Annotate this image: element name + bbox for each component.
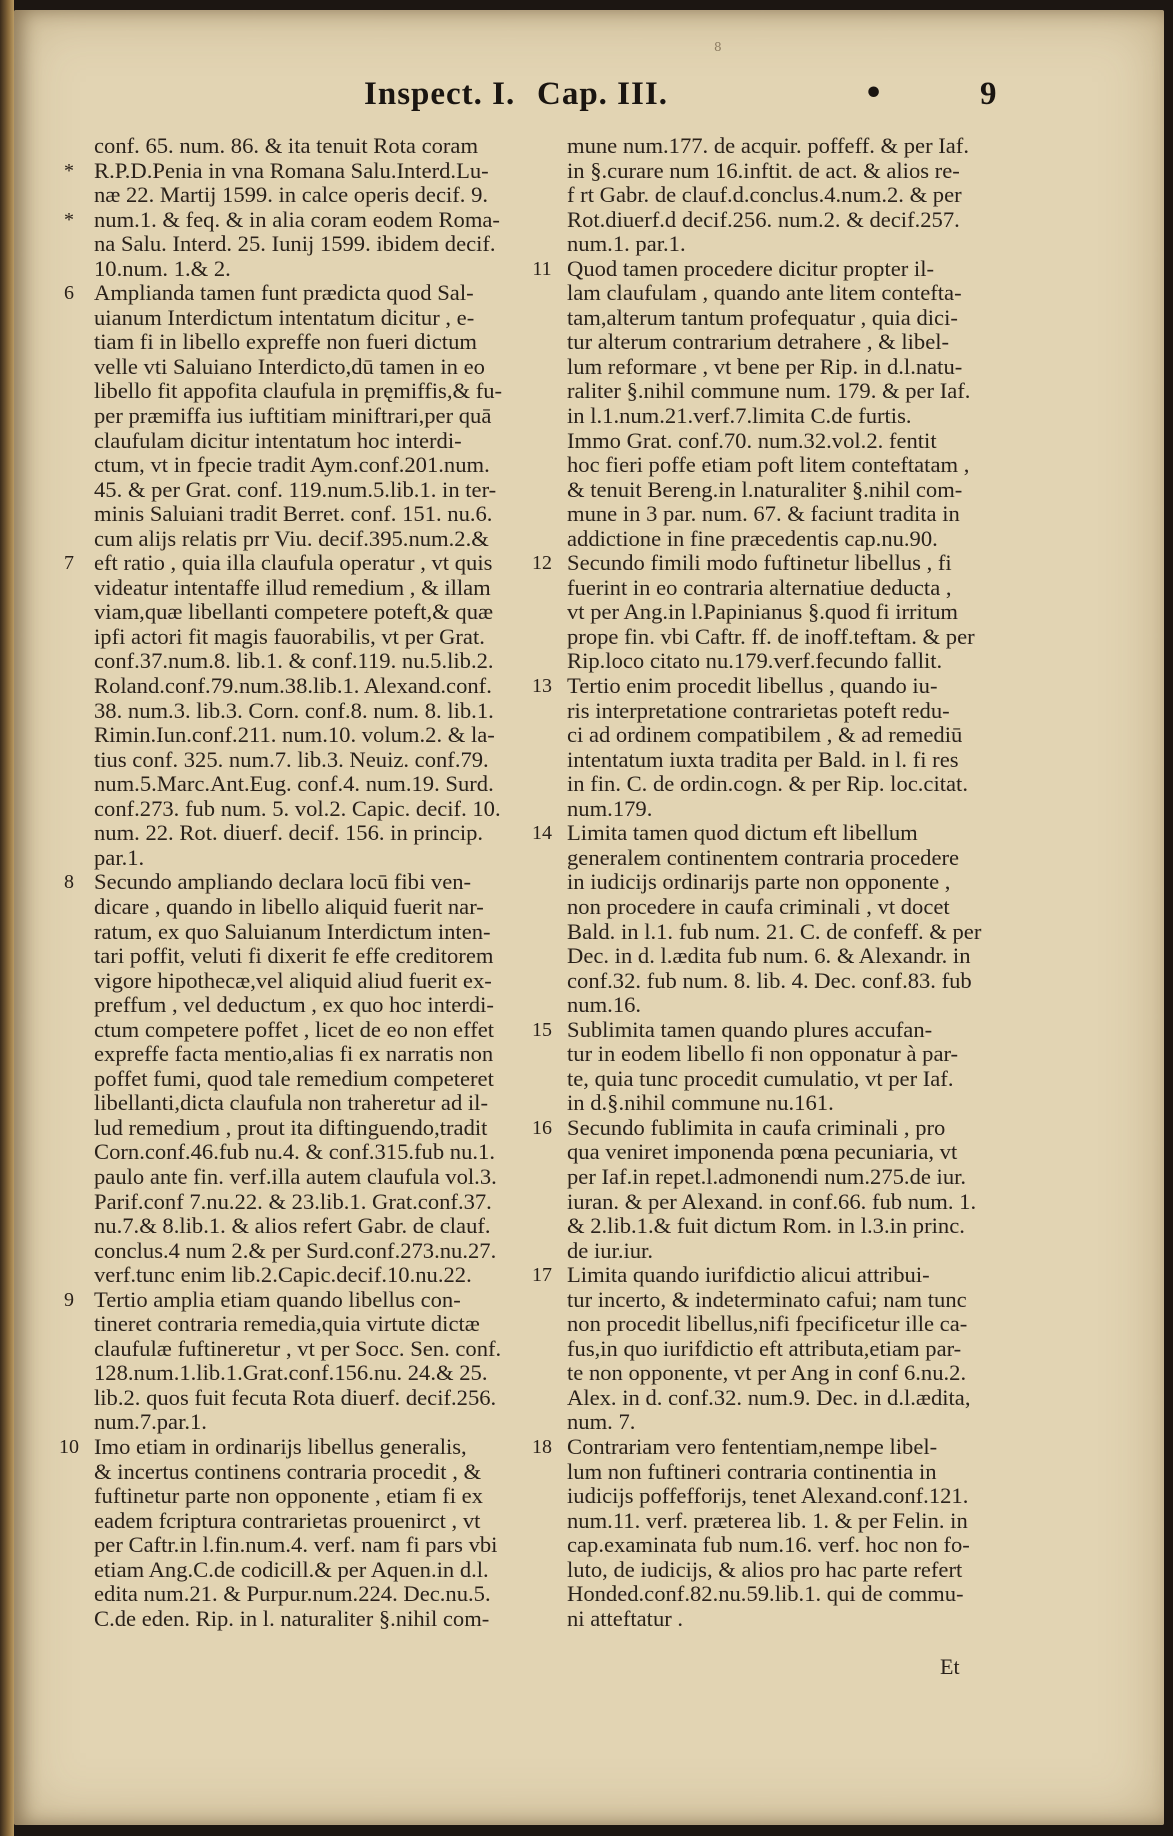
line-text: vt per Ang.in l.Papinianus §.quod fi irritum [567, 599, 958, 625]
text-line [94, 895, 534, 920]
line-text: fuftinetur parte non opponente , etiam fi ex [94, 1483, 483, 1509]
signature-mark: 8 [714, 40, 722, 54]
text-line [94, 355, 534, 380]
line-text: R.P.D.Penia in vna Romana Salu.Interd.Lu- [94, 157, 489, 183]
line-text: num.179. [567, 795, 653, 821]
line-text: Honded.conf.82.nu.59.lib.1. qui de commu- [567, 1581, 964, 1607]
line-text: & 2.lib.1.& fuit dictum Rom. in l.3.in princ. [567, 1213, 965, 1239]
line-text: Limita quando iurifdictio alicui attribui- [567, 1262, 930, 1288]
line-text: Immo Grat. conf.70. num.32.vol.2. fentit [567, 427, 937, 453]
line-text: Dec. in d. l.ædita fub num. 6. & Alexandr. in [567, 943, 971, 969]
text-line [94, 600, 534, 625]
line-text: fuerint in eo contraria alternatiue deducta , [567, 574, 952, 600]
line-text: Alex. in d. conf.32. num.9. Dec. in d.l.ædita, [567, 1384, 971, 1410]
text-line [94, 183, 534, 208]
page-header [14, 76, 1164, 126]
line-text: prope fin. vbi Caftr. ff. de inoff.teftam. & per [567, 623, 975, 649]
line-text: mune in 3 par. num. 67. & faciunt tradita in [567, 501, 960, 527]
text-line [94, 821, 534, 846]
text-line [567, 1067, 1007, 1092]
line-text: Limita tamen quod dictum eft libellum [567, 820, 918, 846]
text-line [567, 1190, 1007, 1215]
text-line [94, 1190, 534, 1215]
text-line [94, 1484, 534, 1509]
text-line [94, 1558, 534, 1583]
text-line [94, 1509, 534, 1534]
line-text: Bald. in l.1. fub num. 21. C. de confeff. & per [567, 918, 982, 944]
line-text: num.5.Marc.Ant.Eug. conf.4. num.19. Surd. [94, 771, 494, 797]
margin-number: 17 [532, 1264, 552, 1287]
text-line [567, 1460, 1007, 1485]
text-line [567, 1165, 1007, 1190]
line-text: tiam fi in libello expreffe non fueri dictum [94, 329, 477, 355]
line-text: cap.examinata fub num.16. verf. hoc non fo- [567, 1532, 970, 1558]
margin-number: 12 [532, 552, 552, 575]
text-line [567, 527, 1007, 552]
text-line [94, 1607, 534, 1632]
line-text: 10.num. 1.& 2. [94, 255, 231, 281]
line-text: hoc fieri poffe etiam poft litem conteftatam , [567, 452, 970, 478]
text-line [94, 944, 534, 969]
line-text: intentatum iuxta tradita per Bald. in l. fi res [567, 746, 959, 772]
line-text: 128.num.1.lib.1.Grat.conf.156.nu. 24.& 25. [94, 1360, 488, 1386]
text-line [567, 502, 1007, 527]
margin-number: * [64, 208, 74, 231]
text-line [94, 797, 534, 822]
book-gutter [0, 0, 14, 1836]
text-line [94, 1337, 534, 1362]
line-text: num.7.par.1. [94, 1409, 207, 1435]
line-text: Tertio amplia etiam quando libellus con- [94, 1286, 461, 1312]
line-text: minis Saluiani tradit Berret. conf. 151. nu.6. [94, 501, 493, 527]
line-text: videatur intentaffe illud remedium , & illam [94, 574, 491, 600]
line-text: ratum, ex quo Saluianum Interdictum inten- [94, 918, 491, 944]
margin-number: 7 [64, 552, 74, 575]
text-line [567, 478, 1007, 503]
line-text: te, quia tunc procedit cumulatio, vt per Iaf. [567, 1065, 954, 1091]
text-line [64, 1286, 534, 1313]
line-text: par.1. [94, 844, 145, 870]
text-line [567, 355, 1007, 380]
text-line [567, 1239, 1007, 1264]
line-text: na Salu. Interd. 25. Iunij 1599. ibidem decif. [94, 231, 496, 257]
text-line [94, 772, 534, 797]
line-text: num. 22. Rot. diuerf. decif. 156. in princip. [94, 820, 484, 846]
line-text: lud remedium , prout ita diftinguendo,tradit [94, 1114, 488, 1140]
left-column [59, 133, 534, 1631]
line-text: iuran. & per Alexand. in conf.66. fub num. 1. [567, 1188, 977, 1214]
line-text: mune num.177. de acquir. poffeff. & per Iaf. [567, 133, 969, 158]
header-ornament: • [864, 76, 884, 111]
text-line [567, 1484, 1007, 1509]
text-line [567, 649, 1007, 674]
line-text: lib.2. quos fuit fecuta Rota diuerf. decif.256. [94, 1384, 497, 1410]
text-line [567, 870, 1007, 895]
text-line [64, 157, 534, 184]
text-line [94, 1042, 534, 1067]
text-line [567, 772, 1007, 797]
text-line [567, 748, 1007, 773]
text-line [567, 429, 1007, 454]
line-text: Rip.loco citato nu.179.verf.fecundo fallit. [567, 648, 943, 674]
text-line [94, 748, 534, 773]
text-line [94, 1361, 534, 1386]
margin-number: 14 [532, 822, 552, 845]
line-text: Secundo ampliando declara locū fibi ven- [94, 869, 472, 895]
line-text: per Caftr.in l.fin.num.4. verf. nam fi pars vbi [94, 1532, 498, 1558]
line-text: in l.1.num.21.verf.7.limita C.de furtis. [567, 403, 912, 429]
margin-number: 15 [532, 1018, 552, 1041]
text-line [567, 330, 1007, 355]
line-text: ris interpretatione contrarietas poteft redu- [567, 697, 950, 723]
text-line [567, 1607, 1007, 1632]
text-line [567, 183, 1007, 208]
line-text: addictione in fine præcedentis cap.nu.90. [567, 525, 938, 551]
text-line [94, 330, 534, 355]
line-text: libellanti,dicta claufula non traheretur ad il- [94, 1090, 488, 1116]
line-text: etiam Ang.C.de codicill.& per Aquen.in d.l. [94, 1556, 489, 1582]
line-text: ci ad ordinem compatibilem , & ad remediū [567, 722, 963, 748]
text-line [532, 550, 1007, 576]
text-line [567, 993, 1007, 1018]
text-line [94, 453, 534, 478]
text-line [94, 1386, 534, 1411]
line-text: viam,quæ libellanti competere poteft,& quæ [94, 599, 494, 625]
text-line [94, 723, 534, 748]
line-text: Contrariam vero fententiam,nempe libel- [567, 1433, 938, 1459]
line-text: claufulæ fuftineretur , vt per Socc. Sen. conf. [94, 1335, 502, 1361]
text-line [567, 846, 1007, 871]
line-text: dicare , quando in libello aliquid fuerit nar- [94, 893, 484, 919]
text-line [94, 306, 534, 331]
line-text: 45. & per Grat. conf. 119.num.5.lib.1. in ter- [94, 476, 497, 502]
line-text: conf.32. fub num. 8. lib. 4. Dec. conf.83. fub [567, 967, 972, 993]
text-line [94, 699, 534, 724]
text-line [567, 944, 1007, 969]
text-line [94, 257, 534, 282]
line-text: in iudicijs ordinarijs parte non opponente , [567, 869, 951, 895]
text-line [532, 1114, 1007, 1141]
text-line [567, 895, 1007, 920]
line-text: Secundo fublimita in caufa criminali , pro [567, 1114, 946, 1140]
line-text: 38. num.3. lib.3. Corn. conf.8. num. 8. lib.1. [94, 697, 494, 723]
running-head: Inspect. I. [364, 76, 516, 112]
text-line [567, 600, 1007, 625]
line-text: lum reformare , vt bene per Rip. in d.l.natu- [567, 353, 963, 379]
catchword: Et [940, 1654, 960, 1679]
line-text: lum non fuftineri contraria continentia in [567, 1458, 937, 1484]
text-line [94, 1533, 534, 1558]
line-text: iudicijs poffefforijs, tenet Alexand.conf.121. [567, 1483, 969, 1509]
line-text: Tertio enim procedit libellus , quando iu- [567, 673, 938, 699]
text-line [94, 576, 534, 601]
text-line [567, 625, 1007, 650]
line-text: num.11. verf. præterea lib. 1. & per Felin. in [567, 1507, 968, 1533]
line-text: tari poffit, veluti fi dixerit fe effe creditorem [94, 943, 494, 969]
text-line [94, 969, 534, 994]
line-text: edita num.21. & Purpur.num.224. Dec.nu.5. [94, 1581, 491, 1607]
text-line [532, 255, 1007, 282]
text-line [567, 797, 1007, 822]
text-line [567, 1361, 1007, 1386]
text-line [94, 1460, 534, 1485]
text-line [94, 1018, 534, 1043]
margin-number: 18 [532, 1435, 552, 1458]
line-text: vigore hipothecæ,vel aliquid aliud fuerit ex- [94, 967, 492, 993]
line-text: conclus.4 num 2.& per Surd.conf.273.nu.27. [94, 1237, 497, 1263]
margin-number: 6 [64, 282, 74, 305]
line-text: Rot.diuerf.d decif.256. num.2. & decif.257. [567, 206, 960, 232]
text-line [94, 1263, 534, 1288]
text-line [94, 1239, 534, 1264]
line-text: num.1. & feq. & in alia coram eodem Roma- [94, 206, 500, 232]
line-text: ipfi actori fit magis fauorabilis, vt per Grat. [94, 623, 485, 649]
line-text: in fin. C. de ordin.cogn. & per Rip. loc.citat. [567, 771, 968, 797]
line-text: Rimin.Iun.conf.211. num.10. volum.2. & la- [94, 722, 495, 748]
text-line [94, 1410, 534, 1435]
text-line [532, 1433, 1007, 1460]
margin-number: 9 [64, 1288, 74, 1311]
text-line [94, 478, 534, 503]
line-text: generalem continentem contraria procedere [567, 844, 960, 870]
text-line [532, 673, 1007, 699]
line-text: Sublimita tamen quando plures accufan- [567, 1016, 933, 1042]
text-line [567, 1140, 1007, 1165]
text-line [94, 527, 534, 552]
text-line [567, 1386, 1007, 1411]
line-text: fus,in quo iurifdictio eft attributa,etiam par- [567, 1335, 962, 1361]
line-text: & incertus continens contraria procedit , & [94, 1458, 482, 1484]
line-text: tur in eodem libello fi non opponatur à par- [567, 1041, 959, 1067]
text-line [64, 550, 534, 576]
line-text: num.1. par.1. [567, 231, 686, 257]
text-line [94, 502, 534, 527]
line-text: conf.37.num.8. lib.1. & conf.119. nu.5.lib.2. [94, 648, 494, 674]
line-text: lam claufulam , quando ante litem contefta- [567, 280, 962, 306]
text-line [567, 1091, 1007, 1116]
text-line [94, 1091, 534, 1116]
text-line [567, 1042, 1007, 1067]
text-line [532, 1016, 1007, 1043]
line-text: tius conf. 325. num.7. lib.3. Neuiz. conf.79. [94, 746, 489, 772]
text-line [94, 920, 534, 945]
text-line [567, 1582, 1007, 1607]
line-text: tineret contraria remedia,quia virtute dictæ [94, 1311, 480, 1337]
text-line [64, 869, 534, 895]
line-text: non procedere in caufa criminali , vt docet [567, 893, 950, 919]
line-text: eft ratio , quia illa claufula operatur , vt quis [94, 550, 493, 576]
text-line [532, 1262, 1007, 1288]
text-line [94, 1116, 534, 1141]
line-text: næ 22. Martij 1599. in calce operis decif. 9. [94, 182, 489, 208]
text-line [94, 649, 534, 674]
line-text: Quod tamen procedere dicitur propter il- [567, 255, 935, 281]
text-line [567, 1312, 1007, 1337]
margin-number: 16 [532, 1116, 552, 1139]
line-text: per præmiffa ius iuftitiam miniftrari,per quā [94, 403, 492, 429]
text-line [567, 1533, 1007, 1558]
text-line [567, 379, 1007, 404]
text-line [94, 846, 534, 871]
line-text: & tenuit Bereng.in l.naturaliter §.nihil com- [567, 476, 963, 502]
line-text: te non opponente, vt per Ang in conf 6.nu.2. [567, 1360, 967, 1386]
line-text: de iur.iur. [567, 1237, 653, 1263]
text-line [567, 281, 1007, 306]
line-text: tam,alterum tantum profequatur , quia dici- [567, 304, 958, 330]
text-line [94, 674, 534, 699]
page-number: 9 [980, 76, 997, 112]
text-line [567, 920, 1007, 945]
chapter-heading: Cap. III. [537, 76, 668, 112]
text-line [567, 576, 1007, 601]
line-text: claufulam dicitur intentatum hoc interdi- [94, 427, 462, 453]
text-line [94, 379, 534, 404]
line-text: in §.curare num 16.inftit. de act. & alios re- [567, 157, 960, 183]
line-text: conf.273. fub num. 5. vol.2. Capic. decif. 10. [94, 795, 501, 821]
line-text: C.de eden. Rip. in l. naturaliter §.nihil com- [94, 1605, 490, 1631]
text-line [94, 1582, 534, 1607]
text-line [567, 208, 1007, 233]
text-line [64, 280, 534, 306]
line-text: ctum, vt in fpecie tradit Aym.conf.201.num. [94, 452, 490, 478]
text-line [567, 232, 1007, 257]
text-line [567, 1337, 1007, 1362]
text-line [567, 159, 1007, 184]
text-line [59, 1433, 534, 1460]
line-text: num.16. [567, 992, 642, 1018]
text-line [567, 404, 1007, 429]
text-line [94, 232, 534, 257]
margin-number: * [64, 159, 74, 182]
line-text: Amplianda tamen funt prædicta quod Sal- [94, 280, 474, 306]
line-text: poffet fumi, quod tale remedium competeret [94, 1065, 494, 1091]
text-line [567, 1288, 1007, 1313]
text-line [567, 969, 1007, 994]
text-line [94, 134, 534, 159]
margin-number: 10 [59, 1435, 79, 1458]
line-text: tur incerto, & indeterminato cafui; nam tunc [567, 1286, 967, 1312]
text-line [567, 1558, 1007, 1583]
text-line [94, 625, 534, 650]
text-line [567, 134, 1007, 159]
text-line [94, 1140, 534, 1165]
line-text: luto, de iudicijs, & alios pro hac parte refert [567, 1556, 963, 1582]
text-line [94, 1067, 534, 1092]
line-text: raliter §.nihil commune num. 179. & per Iaf. [567, 378, 971, 404]
line-text: ctum competere poffet , licet de eo non effet [94, 1016, 495, 1042]
line-text: qua veniret imponenda pœna pecuniaria, vt [567, 1139, 958, 1165]
line-text: num. 7. [567, 1409, 636, 1435]
text-line [567, 723, 1007, 748]
line-text: Roland.conf.79.num.38.lib.1. Alexand.conf. [94, 673, 492, 699]
text-line [94, 1165, 534, 1190]
text-line [567, 1214, 1007, 1239]
line-text: f rt Gabr. de clauf.d.conclus.4.num.2. & per [567, 182, 962, 208]
line-text: expreffe facta mentio,alias fi ex narratis non [94, 1041, 494, 1067]
text-line [532, 820, 1007, 846]
line-text: ni atteftatur . [567, 1605, 684, 1631]
text-line [567, 1410, 1007, 1435]
right-column [532, 133, 1007, 1631]
text-line [94, 993, 534, 1018]
line-text: Corn.conf.46.fub nu.4. & conf.315.fub nu.1. [94, 1139, 495, 1165]
text-line [94, 404, 534, 429]
text-line [567, 1509, 1007, 1534]
text-line [94, 1214, 534, 1239]
book-page [14, 10, 1164, 1825]
text-line [94, 429, 534, 454]
line-text: Secundo fimili modo fuftinetur libellus , fi [567, 550, 952, 576]
line-text: verf.tunc enim lib.2.Capic.decif.10.nu.22. [94, 1262, 472, 1288]
text-line [94, 1312, 534, 1337]
line-text: preffum , vel deductum , ex quo hoc interdi- [94, 992, 494, 1018]
text-line [567, 699, 1007, 724]
line-text: tur alterum contrarium detrahere , & libel- [567, 329, 950, 355]
text-line [567, 453, 1007, 478]
margin-number: 13 [532, 675, 552, 698]
margin-number: 11 [532, 257, 552, 280]
margin-number: 8 [64, 871, 74, 894]
text-line [567, 306, 1007, 331]
line-text: libello fit appofita claufula in pręmiffis,& fu- [94, 378, 503, 404]
line-text: velle vti Saluiano Interdicto,dū tamen in eo [94, 353, 485, 379]
text-line [64, 206, 534, 233]
line-text: in d.§.nihil commune nu.161. [567, 1090, 834, 1116]
line-text: cum alijs relatis prr Viu. decif.395.num.2.& [94, 525, 489, 551]
line-text: non procedit libellus,nifi fpecificetur ille ca- [567, 1311, 968, 1337]
line-text: per Iaf.in repet.l.admonendi num.275.de iur. [567, 1163, 967, 1189]
line-text: eadem fcriptura contrarietas prouenirct , vt [94, 1507, 481, 1533]
line-text: nu.7.& 8.lib.1. & alios refert Gabr. de clauf. [94, 1213, 491, 1239]
line-text: conf. 65. num. 86. & ita tenuit Rota coram [94, 133, 479, 158]
line-text: uianum Interdictum intentatum dicitur , e- [94, 304, 475, 330]
line-text: paulo ante fin. verf.illa autem claufula vol.3. [94, 1163, 497, 1189]
line-text: Imo etiam in ordinarijs libellus generalis, [94, 1433, 467, 1459]
line-text: Parif.conf 7.nu.22. & 23.lib.1. Grat.conf.37. [94, 1188, 492, 1214]
